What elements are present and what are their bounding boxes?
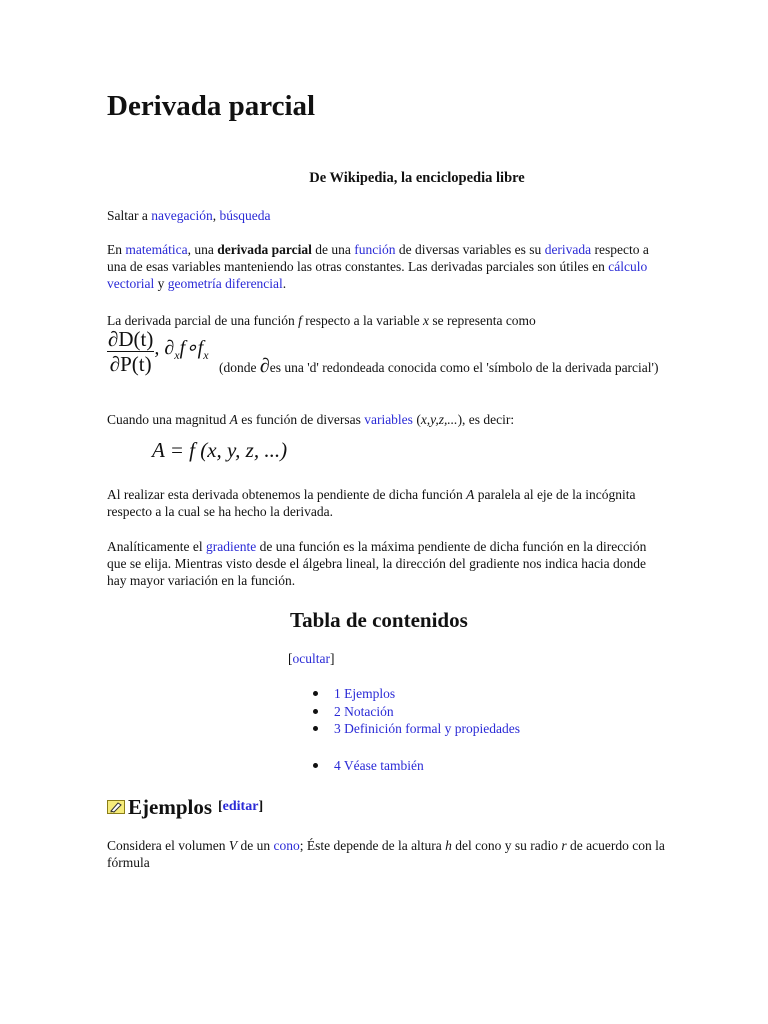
search-link[interactable]: búsqueda [219, 208, 271, 223]
variables-link[interactable]: variables [364, 412, 413, 427]
magnitude-text: ( [412, 412, 421, 427]
edit-pencil-icon[interactable] [107, 800, 125, 814]
magnitude-text: Cuando una magnitud [107, 412, 230, 427]
toc-hide-link[interactable]: ocultar [292, 651, 330, 666]
variable-x: x [422, 313, 429, 328]
slope-paragraph [107, 486, 667, 520]
jump-separator: , [212, 208, 220, 223]
partial-expression [154, 336, 209, 362]
toc-list [310, 685, 520, 774]
funcion-link[interactable]: función [354, 242, 396, 257]
bracket-open: [ [288, 651, 293, 666]
toc-item [310, 685, 520, 703]
subscript-x: x [203, 347, 209, 362]
section-title: Ejemplos [128, 795, 212, 819]
notation-text: (donde [219, 360, 260, 375]
variable-r: r [561, 838, 567, 853]
edit-section-link[interactable]: editar [222, 799, 259, 814]
toc-item [310, 757, 520, 775]
notation-explanation [107, 355, 667, 377]
examples-paragraph [107, 837, 667, 871]
examples-text: Considera el volumen [107, 838, 229, 853]
slope-text: Al realizar esta derivada obtenemos la pendiente de dicha función [107, 487, 467, 502]
section-heading [107, 793, 263, 821]
intro-text: respecto a una de esas variables manteniendo las otras constantes. Las derivadas parciales son útiles en [107, 242, 649, 274]
variable-f: f [298, 313, 302, 328]
intro-text: En [107, 242, 126, 257]
bracket-close: ] [329, 651, 335, 666]
examples-text: de un [237, 838, 274, 853]
magnitude-paragraph [107, 411, 667, 428]
derivada-link[interactable]: derivada [544, 242, 592, 257]
toc-link-vease[interactable]: 4 Véase también [334, 757, 424, 773]
toc-title: Tabla de contenidos [290, 608, 468, 632]
matematica-link[interactable]: matemática [125, 242, 188, 257]
intro-text: de diversas variables es su [395, 242, 545, 257]
intro-paragraph [107, 241, 667, 292]
gradient-text: de una función es la máxima pendiente de dicha función en la dirección que se elija. Mientras visto desde el álgebra lineal, la dirección del gradiente nos indica hacia donde hay mayor variación en la función. [107, 539, 647, 588]
magnitude-text: es función de diversas [237, 412, 365, 427]
notation-text: respecto a la variable [301, 313, 423, 328]
cono-link[interactable]: cono [273, 838, 300, 853]
gradient-text: Analíticamente el [107, 539, 206, 554]
intro-text: , una [187, 242, 218, 257]
variable-h: h [445, 838, 452, 853]
toc-item [310, 720, 520, 738]
calculo-vectorial-link[interactable]: cálculo vectorial [107, 259, 648, 291]
toc-toggle [288, 650, 334, 667]
partial-rest: , ∂ [154, 336, 175, 359]
gradiente-link[interactable]: gradiente [205, 539, 257, 554]
notation-text: se representa como [428, 313, 536, 328]
variable-A: A [229, 412, 238, 427]
notation-text: es una 'd' redondeada conocida como el 'símbolo de la derivada parcial') [269, 360, 659, 375]
examples-text: ; Éste depende de la altura [299, 838, 446, 853]
intro-text: de una [311, 242, 355, 257]
toc-link-notacion[interactable]: 2 Notación [334, 703, 394, 719]
bold-term: derivada parcial [217, 242, 312, 257]
site-subtitle: De Wikipedia, la enciclopedia libre [309, 170, 525, 186]
bracket-open: [ [218, 799, 223, 814]
bracket-close: ] [258, 799, 264, 814]
slope-text: paralela al eje de la incógnita respecto a la cual se ha hecho la derivada. [107, 487, 636, 519]
page-title: Derivada parcial [107, 90, 316, 122]
toc-link-definicion[interactable]: 3 Definición formal y propiedades [334, 721, 520, 736]
jump-links [107, 207, 667, 224]
section-edit [218, 793, 263, 821]
variable-V: V [228, 838, 238, 853]
variable-A: A [466, 487, 475, 502]
subscript-x: x [174, 347, 180, 362]
examples-text: de acuerdo con la fórmula [107, 838, 665, 870]
partial-symbol: ∂ [259, 355, 270, 377]
jump-prefix: Saltar a [107, 208, 152, 223]
intro-text: y [154, 276, 168, 291]
geometria-diferencial-link[interactable]: geometría diferencial [167, 276, 283, 291]
function-formula: A = f (x, y, z, ...) [152, 438, 288, 462]
fraction-numerator: ∂D(t) [108, 327, 154, 351]
toc-item [310, 703, 520, 721]
intro-text: . [282, 276, 287, 291]
toc-link-ejemplos[interactable]: 1 Ejemplos [334, 686, 396, 701]
notation-text: La derivada parcial de una función [107, 313, 299, 328]
composition: f∘f [179, 336, 204, 359]
magnitude-text: ), es decir: [457, 412, 515, 427]
navigation-link[interactable]: navegación [151, 208, 213, 223]
gradient-paragraph [107, 538, 667, 589]
variable-list: x,y,z,... [420, 412, 458, 427]
examples-text: del cono y su radio [451, 838, 562, 853]
fraction-denominator: ∂P(t) [109, 352, 152, 376]
